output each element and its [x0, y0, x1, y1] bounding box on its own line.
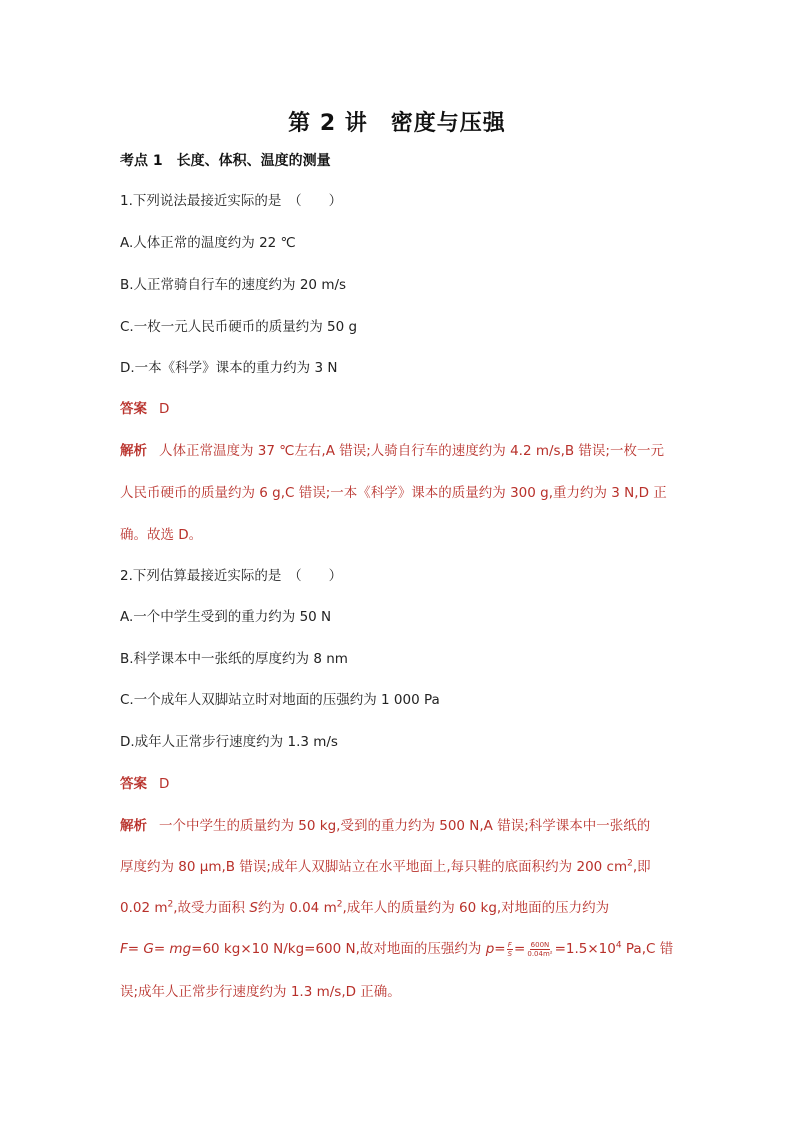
q2-option-a: A.一个中学生受到的重力约为 50 N — [120, 609, 332, 625]
q2-analysis-line-4 — [120, 940, 673, 958]
analysis-text: 厚度约为 80 μm,B 错误;成年人双脚站立在水平地面上,每只鞋的底面积约为 200 cm — [120, 859, 628, 875]
equals-sign: = — [494, 941, 506, 957]
q1-analysis-line-1 — [120, 442, 664, 460]
q1-answer — [120, 400, 169, 418]
analysis-label: 解析 — [120, 443, 147, 459]
variable-p: p — [485, 941, 495, 957]
q2-answer — [120, 775, 169, 793]
superscript: 2 — [627, 858, 633, 869]
fraction-f-over-s — [507, 941, 513, 958]
superscript: 2 — [336, 899, 343, 910]
analysis-text: Pa,C 错 — [621, 941, 674, 957]
formula-force: F= G= mg — [120, 941, 192, 957]
answer-label: 答案 — [120, 401, 147, 417]
analysis-text: 人体正常温度为 37 ℃左右,A 错误;人骑自行车的速度约为 4.2 m/s,B 错误;一枚一元 — [159, 443, 664, 459]
q2-analysis-line-2 — [120, 858, 651, 876]
q2-option-c: C.一个成年人双脚站立时对地面的压强约为 1 000 Pa — [120, 692, 440, 708]
answer-value: D — [159, 776, 170, 792]
equals-sign: = — [514, 941, 526, 957]
question-1-stem: 1.下列说法最接近实际的是 （ ） — [120, 193, 343, 209]
q1-analysis-line-2: 人民币硬币的质量约为 6 g,C 错误;一本《科学》课本的质量约为 300 g,重力约为 3 N,D 正 — [120, 485, 667, 501]
q1-analysis-line-3: 确。故选 D。 — [120, 527, 203, 543]
q2-analysis-line-3 — [120, 899, 609, 917]
answer-value: D — [159, 401, 170, 417]
q1-option-c: C.一枚一元人民币硬币的质量约为 50 g — [120, 319, 358, 335]
q1-option-d: D.一本《科学》课本的重力约为 3 N — [120, 360, 338, 376]
variable-s: S — [249, 900, 258, 916]
analysis-text: ,故受力面积 — [173, 900, 250, 916]
q2-option-d: D.成年人正常步行速度约为 1.3 m/s — [120, 734, 338, 750]
q2-option-b: B.科学课本中一张纸的厚度约为 8 nm — [120, 651, 348, 667]
analysis-text: ,即 — [632, 859, 651, 875]
q1-option-b: B.人正常骑自行车的速度约为 20 m/s — [120, 277, 347, 293]
analysis-text: ,成年人的质量约为 60 kg,对地面的压力约为 — [342, 900, 610, 916]
analysis-text: 0.02 m — [120, 900, 168, 916]
fraction-denominator: S — [507, 949, 513, 958]
analysis-text: 约为 0.04 m — [257, 900, 337, 916]
section-heading: 考点 1 长度、体积、温度的测量 — [120, 153, 331, 169]
answer-label: 答案 — [120, 776, 147, 792]
q1-option-a: A.人体正常的温度约为 22 ℃ — [120, 235, 296, 251]
analysis-label: 解析 — [120, 818, 147, 834]
fraction-numerator: 600N — [530, 940, 550, 949]
fraction-numerator: F — [507, 940, 512, 949]
analysis-text: =60 kg×10 N/kg=600 N,故对地面的压强约为 — [191, 941, 486, 957]
analysis-text: 一个中学生的质量约为 50 kg,受到的重力约为 500 N,A 错误;科学课本中一张纸的 — [159, 818, 651, 834]
q2-analysis-line-5: 误;成年人正常步行速度约为 1.3 m/s,D 正确。 — [120, 984, 401, 1000]
fraction-values — [526, 941, 553, 958]
q2-analysis-line-1 — [120, 817, 650, 835]
page-title: 第 2 讲 密度与压强 — [288, 111, 506, 136]
question-2-stem: 2.下列估算最接近实际的是 （ ） — [120, 568, 343, 584]
analysis-text: =1.5×10 — [554, 941, 616, 957]
fraction-denominator: 0.04m² — [527, 949, 553, 958]
superscript: 2 — [167, 899, 174, 910]
superscript: 4 — [615, 940, 622, 951]
